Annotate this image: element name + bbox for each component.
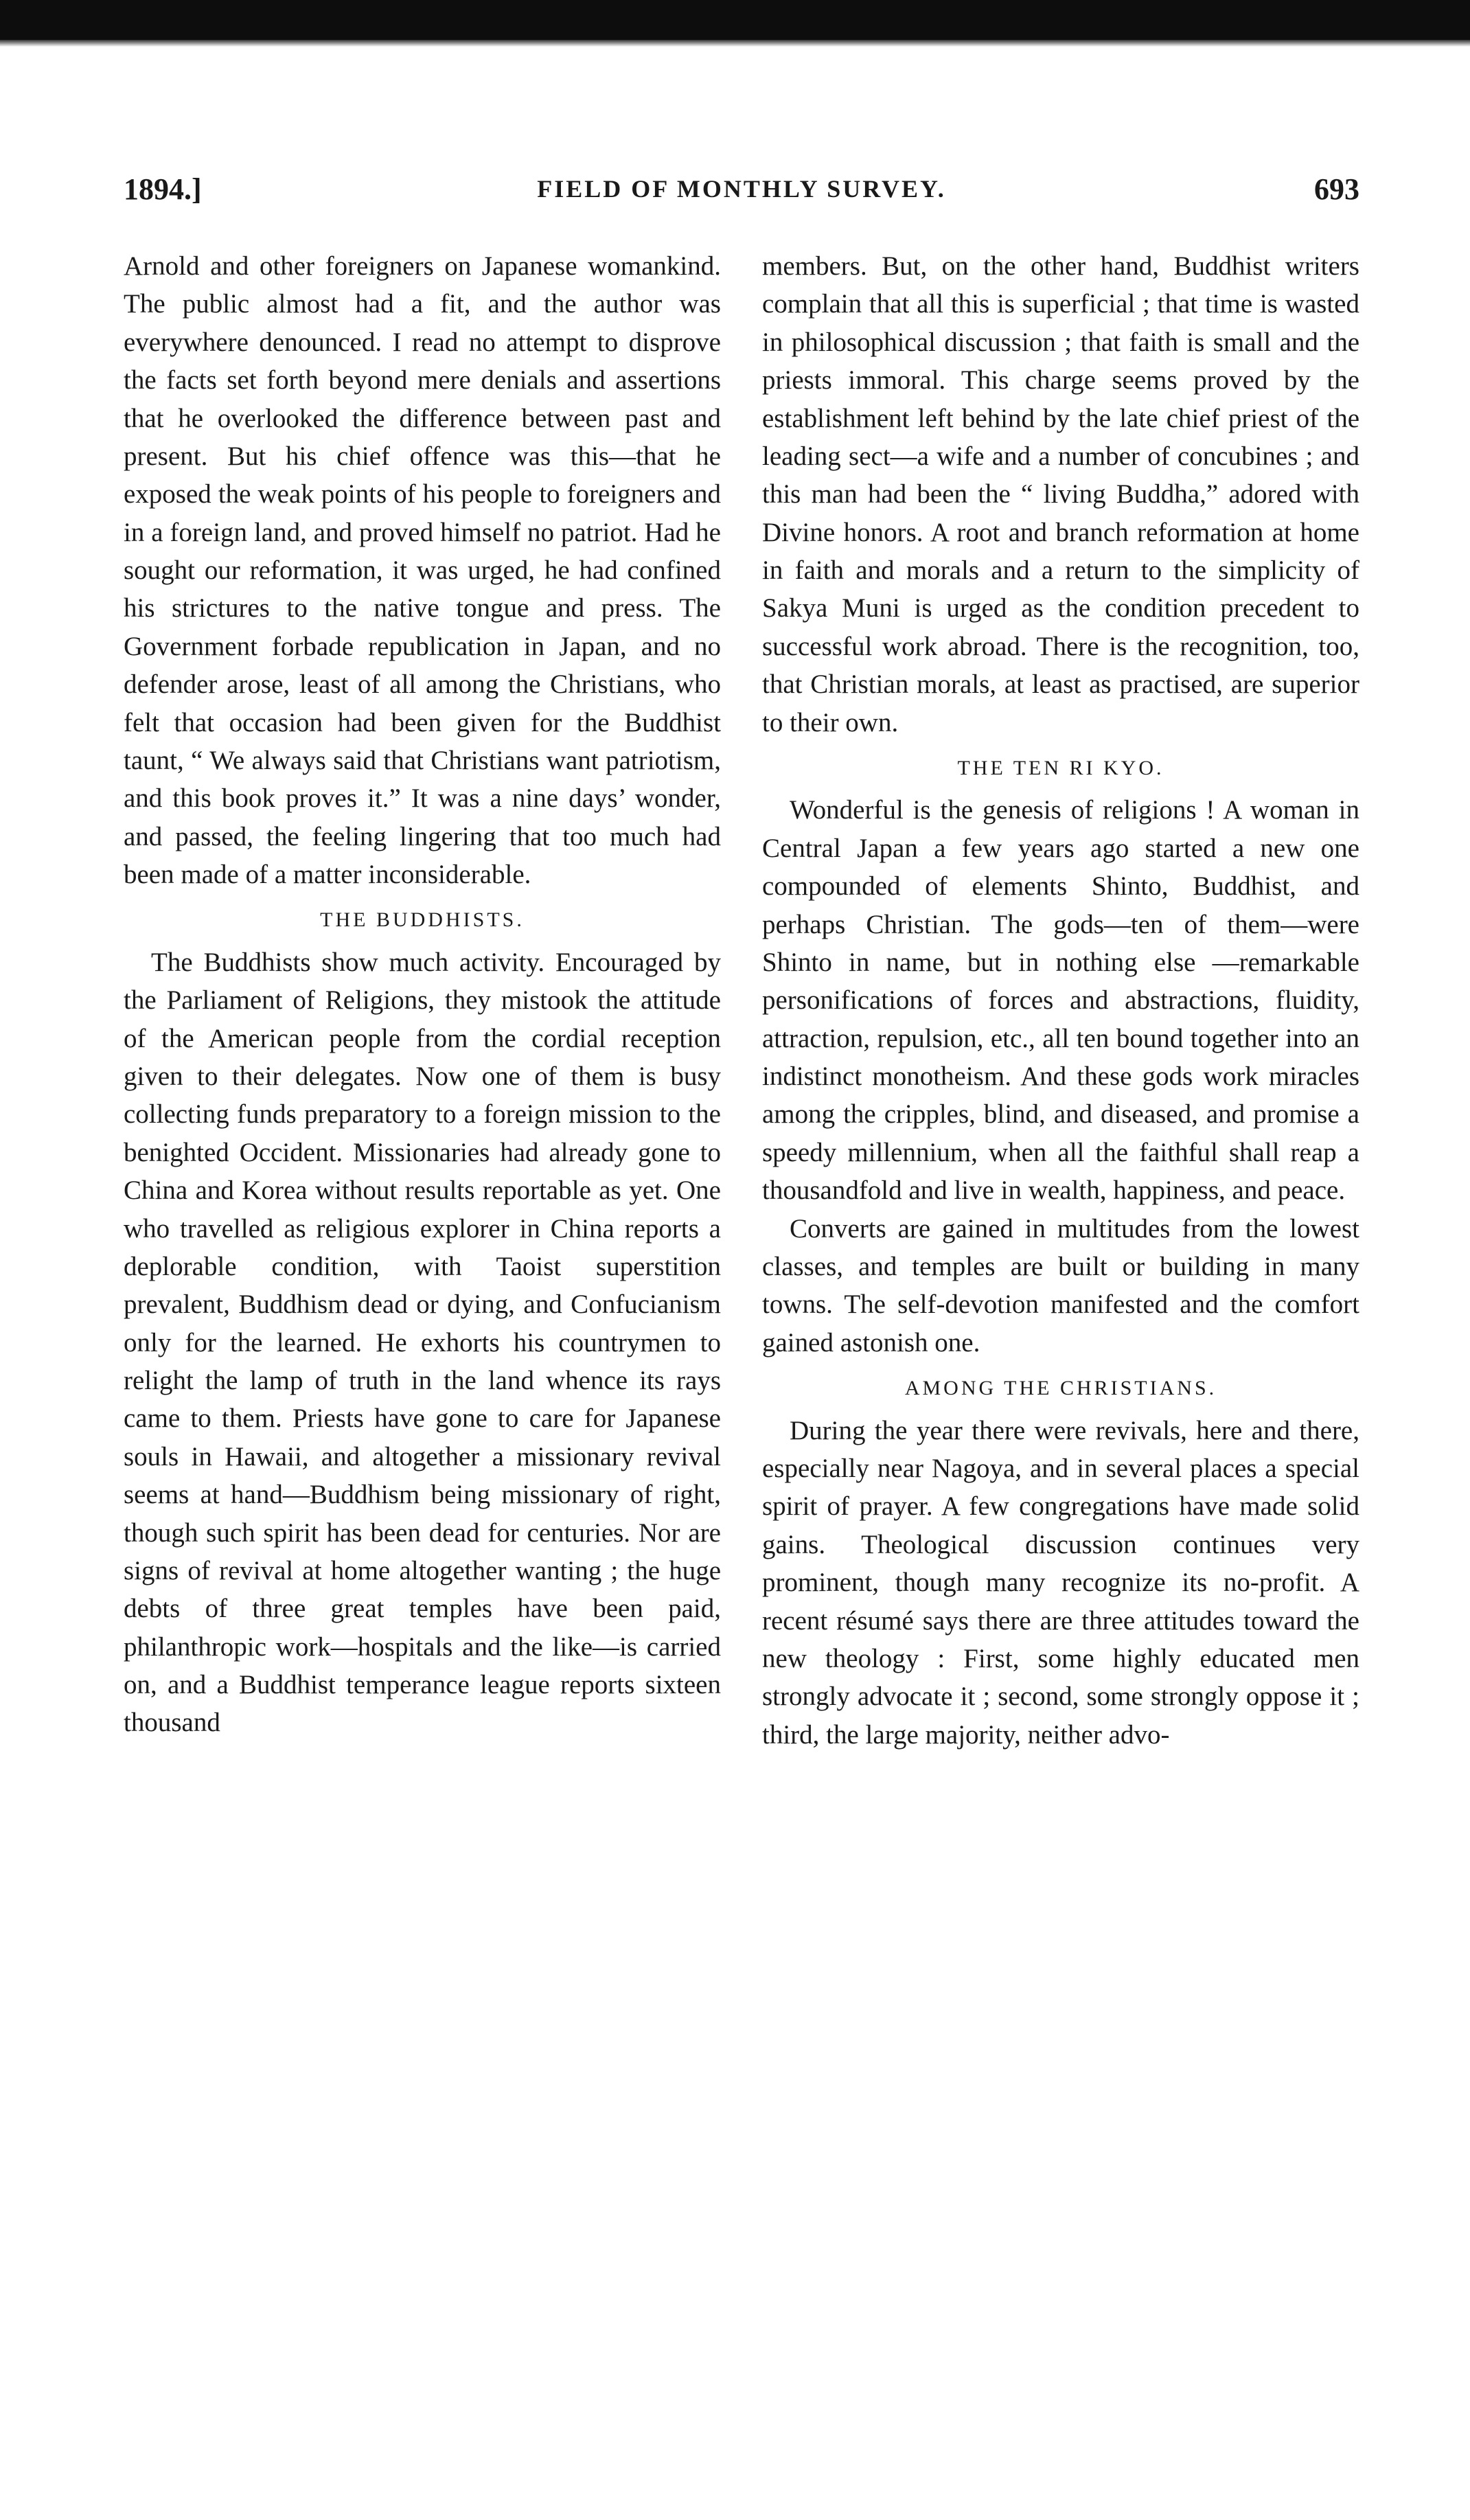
paragraph-left-2: The Buddhists show much activity. Encouraged by the Parliament of Religions, they mistook the attitude of the American people from the cordial reception given to their delegates. Now one of them is busy collecting funds preparatory to a foreign mission to the benighted Occident. Missionaries had already gone to China and Korea without results reportable as yet. One who travelled as religious explorer in China reports a deplorable condition, with Taoist superstition prevalent, Buddhism dead or dying, and Confucianism only for the learned. He exhorts his countrymen to relight the lamp of truth in the land whence its rays came to them. Priests have gone to care for Japanese souls in Hawaii, and altogether a missionary revival seems at hand—Buddhism being missionary of right, though such spirit has been dead for centuries. Nor are signs of revival at home altogether wanting ; the huge debts of three great temples have been paid, philanthropic work—hospitals and the like—is carried on, and a Buddhist temperance league reports sixteen thousand [124, 947, 721, 1738]
section-heading-ten-ri-kyo: THE TEN RI KYO. [957, 756, 1164, 779]
running-head [124, 172, 1359, 220]
page-number: 693 [1314, 172, 1359, 206]
scan-top-shadow [0, 40, 1470, 47]
scan-top-band [0, 0, 1470, 40]
page [124, 172, 1359, 1754]
paragraph-right-4: During the year there were revivals, here and there, especially near Nagoya, and in several places a special spirit of prayer. A few congregations have made solid gains. Theological discussion continues very prominent, though many recognize its no-profit. A recent résumé says there are three attitudes toward the new theology : First, some highly educated men strongly advocate it ; second, some strongly oppose it ; third, the large majority, neither advo- [762, 1415, 1359, 1750]
paragraph-right-3: Converts are gained in multitudes from the lowest classes, and temples are built or building in many towns. The self-devotion manifested and the comfort gained astonish one. [762, 1213, 1359, 1358]
running-head-title: FIELD OF MONTHLY SURVEY. [537, 175, 946, 203]
section-heading-among-the-christians: AMONG THE CHRISTIANS. [904, 1377, 1217, 1400]
paragraph-right-2: Wonderful is the genesis of religions ! A woman in Central Japan a few years ago started a new one compounded of elements Shinto, Buddhist, and perhaps Christian. The gods—ten of them—were Shinto in name, but in nothing else —remarkable personifications of forces and abstractions, fluidity, attraction, repulsion, etc., all ten bound together into an indistinct monotheism. And these gods work miracles among the cripples, blind, and diseased, and promise a speedy millennium, when all the faithful shall reap a thousandfold and live in wealth, happiness, and peace. [762, 795, 1359, 1206]
paragraph-right-1: members. But, on the other hand, Buddhist writers complain that all this is superficial ; that time is wasted in philosophical discussion ; that faith is small and the priests immoral. This charge seems proved by the establishment left behind by the late chief priest of the leading sect—a wife and a number of concubines ; and this man had been the “ living Buddha,” adored with Divine honors. A root and branch reformation at home in faith and morals and a return to the simplicity of Sakya Muni is urged as the condition precedent to successful work abroad. There is the recognition, too, that Christian morals, at least as practised, are superior to their own. [762, 251, 1359, 737]
text-columns [124, 247, 1359, 1754]
paragraph-left-1: Arnold and other foreigners on Japanese womankind. The public almost had a fit, and the author was everywhere denounced. I read no attempt to disprove the facts set forth beyond mere denials and assertions that he overlooked the difference between past and present. But his chief offence was this—that he exposed the weak points of his people to foreigners and in a foreign land, and proved himself no patriot. Had he sought our reformation, it was urged, he had confined his strictures to the native tongue and press. The Government forbade republication in Japan, and no defender arose, least of all among the Christians, who felt that occasion had been given for the Buddhist taunt, “ We always said that Christians want patriotism, and this book proves it.” It was a nine days’ wonder, and passed, the feeling lingering that too much had been made of a matter inconsiderable. [124, 251, 721, 889]
right-column [762, 247, 1359, 1754]
running-head-year: 1894.] [124, 172, 202, 206]
left-column [124, 247, 721, 1754]
section-heading-buddhists: THE BUDDHISTS. [320, 908, 525, 932]
